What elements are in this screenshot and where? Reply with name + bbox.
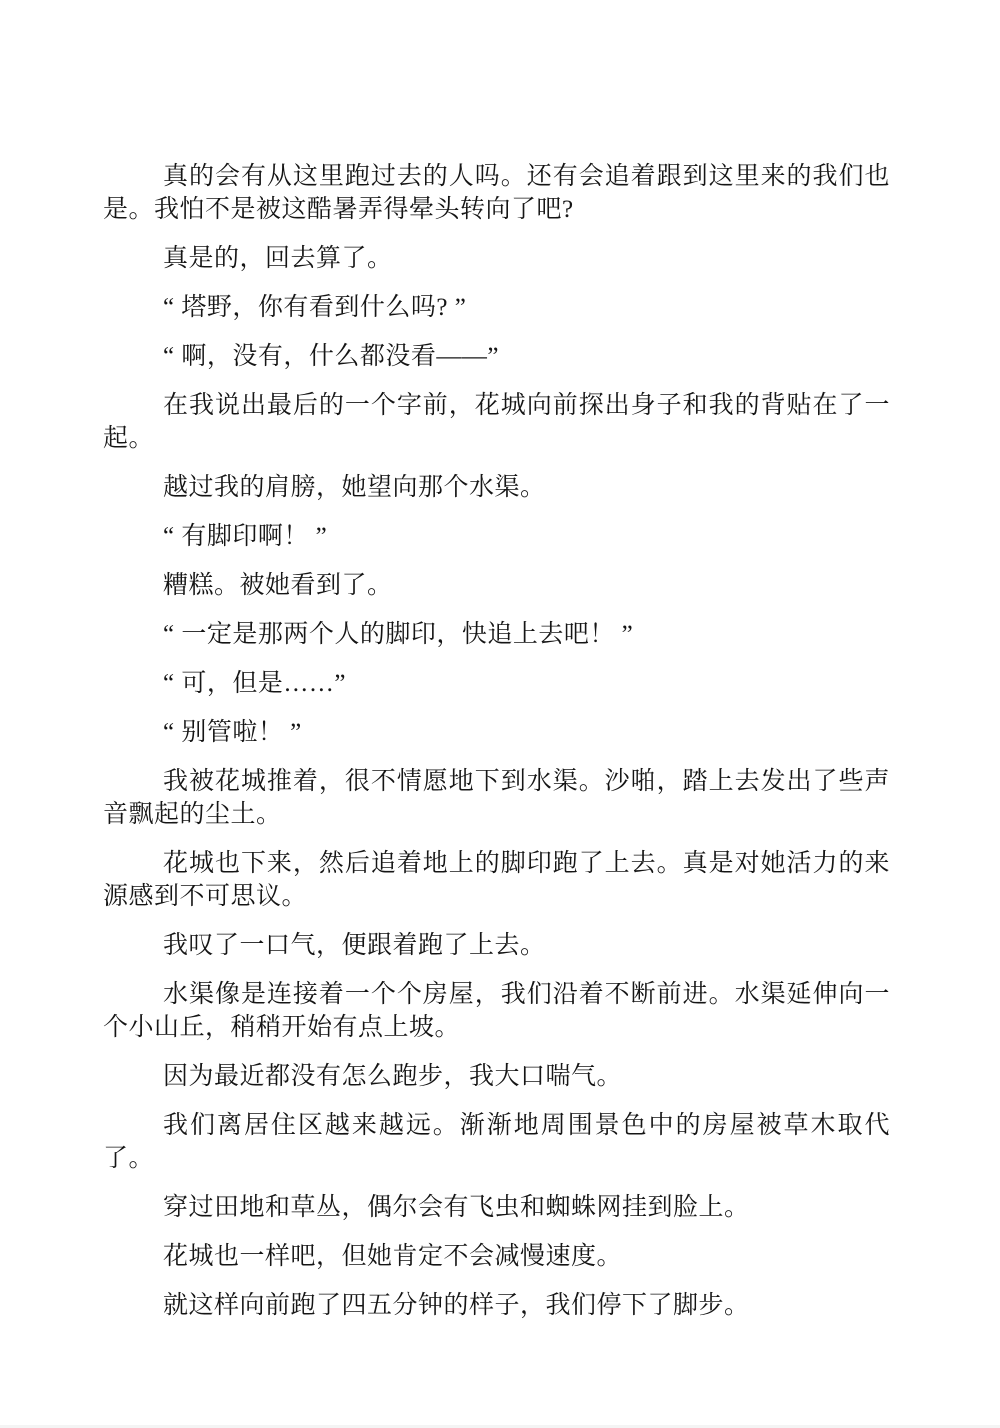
paragraph: 我被花城推着，很不情愿地下到水渠。沙啪，踏上去发出了些声音飘起的尘土。: [103, 768, 890, 828]
paragraph: 我叹了一口气，便跟着跑了上去。: [163, 932, 546, 959]
paragraph: 糟糕。被她看到了。: [163, 572, 393, 599]
paragraph-dialogue: “ 塔野，你有看到什么吗? ”: [163, 294, 467, 321]
paragraph: 花城也下来，然后追着地上的脚印跑了上去。真是对她活力的来源感到不可思议。: [103, 850, 890, 910]
paragraph: 在我说出最后的一个字前，花城向前探出身子和我的背贴在了一起。: [103, 392, 890, 452]
paragraph-dialogue: “ 一定是那两个人的脚印，快追上去吧！ ”: [163, 621, 634, 648]
paragraph-dialogue: “ 有脚印啊！ ”: [163, 523, 328, 550]
paragraph: 穿过田地和草丛，偶尔会有飞虫和蜘蛛网挂到脸上。: [163, 1194, 750, 1221]
paragraph: 就这样向前跑了四五分钟的样子，我们停下了脚步。: [163, 1292, 750, 1319]
paragraph-dialogue: “ 可，但是……”: [163, 670, 346, 697]
paragraph: 越过我的肩膀，她望向那个水渠。: [163, 474, 546, 501]
paragraph: 因为最近都没有怎么跑步，我大口喘气。: [163, 1063, 623, 1090]
paragraph: 我们离居住区越来越远。渐渐地周围景色中的房屋被草木取代了。: [103, 1112, 890, 1172]
paragraph: 水渠像是连接着一个个房屋，我们沿着不断前进。水渠延伸向一个小山丘，稍稍开始有点上坡。: [103, 981, 890, 1041]
paragraph: 真的会有从这里跑过去的人吗。还有会追着跟到这里来的我们也是。我怕不是被这酷暑弄得晕头转向了吧?: [103, 163, 890, 223]
paragraph-dialogue: “ 啊，没有，什么都没看——”: [163, 343, 499, 370]
paragraph: 花城也一样吧，但她肯定不会减慢速度。: [163, 1243, 623, 1270]
paragraph-dialogue: “ 别管啦！ ”: [163, 719, 302, 746]
paragraph: 真是的，回去算了。: [163, 245, 393, 272]
